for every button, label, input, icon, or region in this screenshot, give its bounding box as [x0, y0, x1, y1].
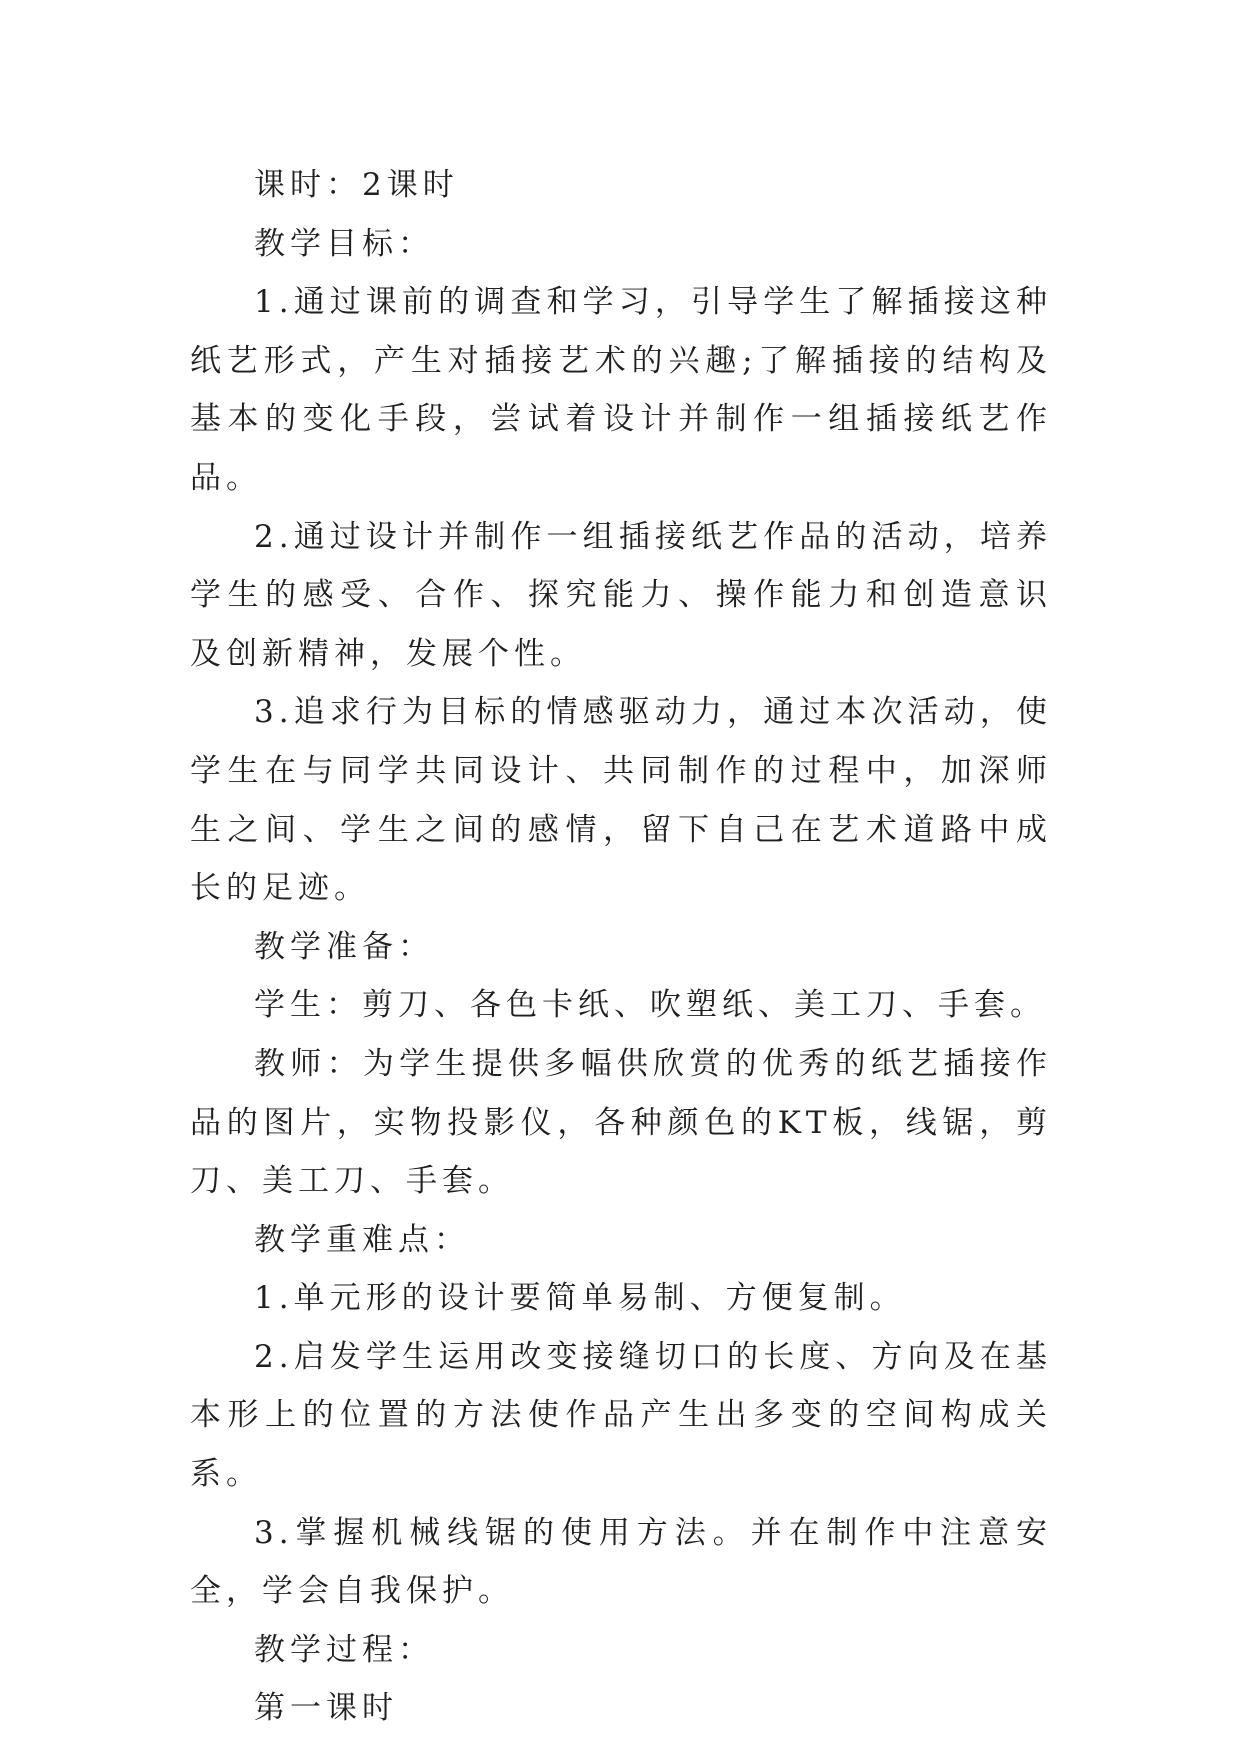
heading-teaching-preparation: 教学准备： — [254, 928, 434, 965]
objective-1: 1.通过课前的调查和学习，引导学生了解插接这种纸艺形式，产生对插接艺术的兴趣;了解插接的结构及基本的变化手段，尝试着设计并制作一组插接纸艺作品。 — [190, 284, 1052, 496]
difficulty-3: 3.掌握机械线锯的使用方法。并在制作中注意安全，学会自我保护。 — [190, 1514, 1052, 1610]
objective-3: 3.追求行为目标的情感驱动力，通过本次活动，使学生在与同学共同设计、共同制作的过程中，加深师生之间、学生之间的感情，留下自己在艺术道路中成长的足迹。 — [190, 694, 1052, 907]
preparation-teacher: 教师：为学生提供多幅供欣赏的优秀的纸艺插接作品的图片，实物投影仪，各种颜色的KT板，线锯，剪刀、美工刀、手套。 — [190, 1045, 1052, 1200]
first-lesson-heading: 第一课时 — [254, 1690, 398, 1727]
heading-key-difficulties: 教学重难点： — [254, 1221, 470, 1258]
lesson-hours: 课时：2课时 — [254, 167, 459, 203]
difficulty-1: 1.单元形的设计要简单易制、方便复制。 — [254, 1280, 906, 1317]
objective-2: 2.通过设计并制作一组插接纸艺作品的活动，培养学生的感受、合作、探究能力、操作能力和创造意识及创新精神，发展个性。 — [190, 518, 1052, 672]
difficulty-2: 2.启发学生运用改变接缝切口的长度、方向及在基本形上的位置的方法使作品产生出多变的空间构成关系。 — [190, 1338, 1052, 1493]
heading-teaching-objectives: 教学目标： — [254, 225, 434, 262]
preparation-students: 学生：剪刀、各色卡纸、吹塑纸、美工刀、手套。 — [254, 987, 1046, 1024]
document-body — [190, 156, 1052, 1738]
heading-teaching-process: 教学过程： — [254, 1631, 434, 1668]
